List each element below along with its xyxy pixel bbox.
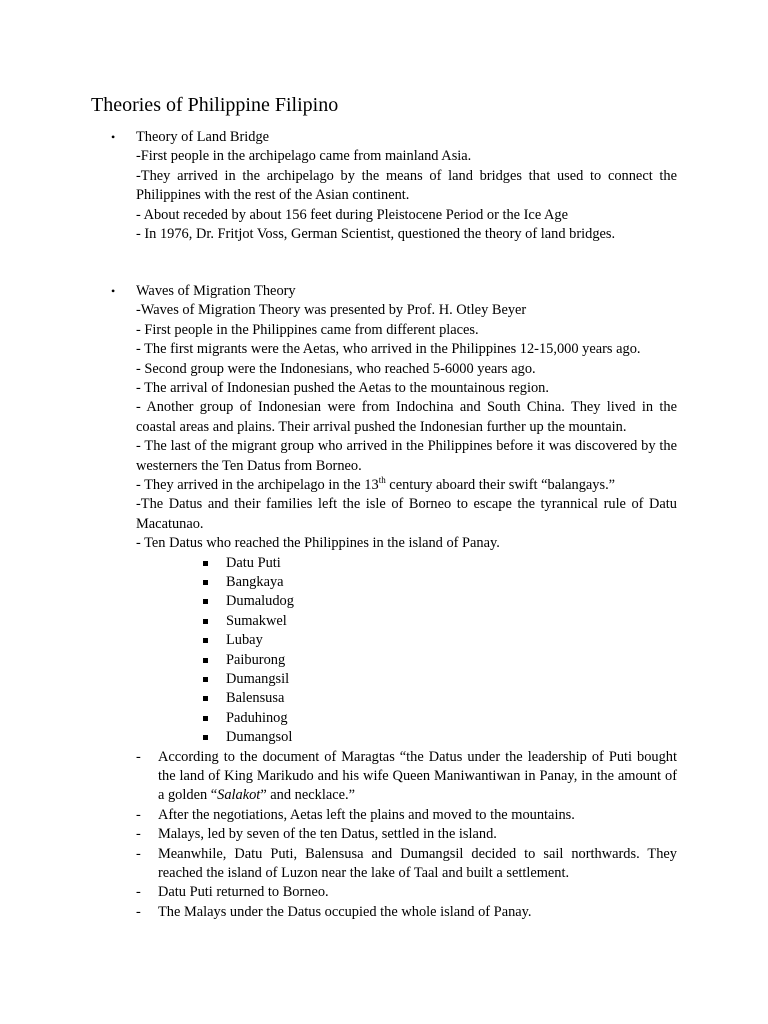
datus-list (0, 554, 768, 748)
list-item-label: Lubay (226, 632, 263, 649)
migration-text (136, 282, 677, 554)
dash-bullet-icon: - (136, 903, 141, 920)
paragraph-line: - The first migrants were the Aetas, who arrived in the Philippines 12-15,000 years ago. (136, 341, 641, 358)
dash-bullet-icon: - (136, 806, 141, 823)
list-item-text: Meanwhile, Datu Puti, Balensusa and Dumangsil decided to sail northwards. They reached the island of Luzon near the lake of Taal and built a settlement. (158, 845, 677, 882)
paragraph-line: - The arrival of Indonesian pushed the Aetas to the mountainous region. (136, 380, 549, 397)
list-item (0, 631, 768, 650)
paragraph-line: - Ten Datus who reached the Philippines in the island of Panay. (136, 535, 500, 552)
list-item-label: Paduhinog (226, 709, 288, 726)
list-item-label: Balensusa (226, 690, 285, 707)
paragraph-line: - About receded by about 156 feet during Pleistocene Period or the Ice Age (136, 206, 568, 223)
square-bullet-icon (203, 696, 208, 701)
list-item-label: Bangkaya (226, 574, 284, 591)
century-sup: th (378, 475, 386, 486)
paragraph-line: -Waves of Migration Theory was presented by Prof. H. Otley Beyer (136, 302, 527, 319)
paragraph-line: - Another group of Indonesian were from Indochina and South China. They lived in the coastal areas and plains. Their arrival pushed the Indonesian further up the mountain. (136, 399, 677, 435)
list-item-label: Datu Puti (226, 554, 281, 571)
dash-bullet-icon: - (136, 748, 141, 765)
bullet-row (0, 128, 768, 147)
paragraph-line: - Second group were the Indonesians, who reached 5-6000 years ago. (136, 360, 536, 377)
maragtas-italic: Salakot (217, 787, 261, 804)
square-bullet-icon (203, 561, 208, 566)
list-item-text: After the negotiations, Aetas left the plains and moved to the mountains. (158, 806, 575, 823)
list-item (0, 806, 768, 825)
list-item (0, 748, 768, 806)
list-item-label: Sumakwel (226, 612, 287, 629)
square-bullet-icon (203, 677, 208, 682)
century-line (136, 476, 677, 495)
bullet-row (0, 282, 768, 301)
square-bullet-icon (203, 716, 208, 721)
list-item (0, 612, 768, 631)
paragraph-line: - In 1976, Dr. Fritjot Voss, German Scientist, questioned the theory of land bridges. (136, 226, 616, 243)
list-item (0, 651, 768, 670)
paragraph-line: -The Datus and their families left the isle of Borneo to escape the tyrannical rule of Datu Macatunao. (136, 496, 677, 532)
list-item (0, 592, 768, 611)
list-item-text: Malays, led by seven of the ten Datus, settled in the island. (158, 826, 497, 843)
dash-bullet-icon: - (136, 826, 141, 843)
dash-bullet-icon: - (136, 884, 141, 901)
list-item (0, 689, 768, 708)
list-item (0, 573, 768, 592)
list-item (0, 670, 768, 689)
list-item-label: Dumangsil (226, 671, 290, 688)
section-migration (0, 282, 768, 922)
section-heading: Waves of Migration Theory (136, 283, 296, 299)
list-item (0, 728, 768, 747)
list-item-text (158, 748, 677, 806)
square-bullet-icon (203, 599, 208, 604)
section-heading: Theory of Land Bridge (136, 129, 270, 145)
bullet-icon: • (111, 130, 116, 144)
maragtas-before: According to the document of Maragtas “the Datus under the leadership of Puti bought the land of King Marikudo and his wife Queen Maniwantiwan in Panay, in the amount of a golden “ (158, 748, 677, 804)
list-item-label: Dumaludog (226, 593, 294, 610)
square-bullet-icon (203, 735, 208, 740)
maragtas-after: ” and necklace.” (260, 787, 355, 804)
square-bullet-icon (203, 619, 208, 624)
list-item-text: The Malays under the Datus occupied the whole island of Panay. (158, 903, 532, 920)
events-list (0, 748, 768, 923)
dash-bullet-icon: - (136, 845, 141, 862)
list-item (0, 883, 768, 902)
list-item (0, 903, 768, 922)
section-land-bridge (0, 128, 768, 244)
list-item-label: Dumangsol (226, 729, 293, 746)
list-item (0, 554, 768, 573)
paragraph-line: - The last of the migrant group who arrived in the Philippines before it was discovered by the westerners the Ten Datus from Borneo. (136, 438, 677, 474)
list-item-text: Datu Puti returned to Borneo. (158, 884, 329, 901)
square-bullet-icon (203, 658, 208, 663)
paragraph-line: - First people in the Philippines came from different places. (136, 321, 479, 338)
list-item (0, 709, 768, 728)
bullet-icon: • (111, 284, 116, 298)
century-before: - They arrived in the archipelago in the 13 (136, 477, 379, 494)
list-item (0, 845, 768, 884)
paragraph-line: -First people in the archipelago came from mainland Asia. (136, 148, 472, 165)
century-after: century aboard their swift “balangays.” (385, 477, 616, 494)
square-bullet-icon (203, 638, 208, 643)
list-item-label: Paiburong (226, 651, 286, 668)
paragraph-line: -They arrived in the archipelago by the means of land bridges that used to connect the Philippines with the rest of the Asian continent. (136, 167, 677, 204)
list-item (0, 825, 768, 844)
page-title: Theories of Philippine Filipino (91, 94, 339, 116)
square-bullet-icon (203, 580, 208, 585)
